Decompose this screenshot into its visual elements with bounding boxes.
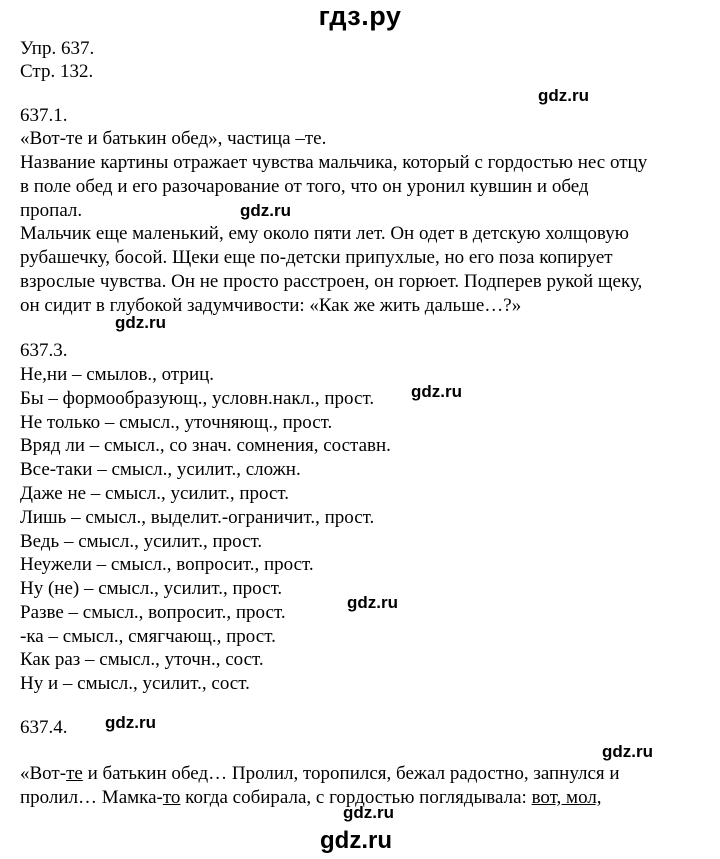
watermark: gdz.ru	[347, 593, 398, 612]
text-line: пропал.	[20, 200, 83, 221]
site-title: гдз.ру	[318, 1, 402, 31]
watermark: gdz.ru	[602, 742, 653, 761]
underlined-particle: те	[66, 763, 83, 784]
particle-line: Ну и – смысл., усилит., сост.	[20, 673, 250, 694]
watermark: gdz.ru	[240, 201, 291, 220]
particle-line: Лишь – смысл., выделит.-ограничит., прост.	[20, 507, 375, 528]
section-number: 637.4.	[20, 717, 68, 738]
exercise-number: Упр. 637.	[20, 38, 95, 59]
underlined-phrase: вот, мол,	[531, 787, 602, 808]
text-fragment: «Вот-	[20, 763, 67, 784]
text-line: «Вот-те и батькин обед», частица –те.	[20, 128, 327, 149]
particle-line: Вряд ли – смысл., со знач. сомнения, составн.	[20, 435, 391, 456]
text-line	[20, 762, 620, 785]
particle-line: Ведь – смысл., усилит., прост.	[20, 531, 263, 552]
page-number: Стр. 132.	[20, 61, 94, 82]
text-line: Название картины отражает чувства мальчика, который с гордостью нес отцу	[20, 152, 648, 173]
particle-line: Ну (не) – смысл., усилит., прост.	[20, 578, 283, 599]
particle-line: Не,ни – смылов., отриц.	[20, 364, 215, 385]
text-line: он сидит в глубокой задумчивости: «Как же жить дальше…?»	[20, 295, 522, 316]
particle-line: Бы – формообразующ., условн.накл., прост.	[20, 388, 375, 409]
particle-line: Разве – смысл., вопросит., прост.	[20, 602, 286, 623]
watermark: gdz.ru	[320, 827, 392, 854]
text-line: в поле обед и его разочарование от того, что он уронил кувшин и обед	[20, 176, 589, 197]
text-line: взрослые чувства. Он не просто расстроен, он горюет. Подперев рукой щеку,	[20, 271, 643, 292]
watermark: gdz.ru	[411, 382, 462, 401]
underlined-particle: то	[162, 787, 181, 808]
particle-line: Все-таки – смысл., усилит., сложн.	[20, 459, 301, 480]
section-number: 637.1.	[20, 105, 68, 126]
watermark: gdz.ru	[115, 313, 166, 332]
watermark: gdz.ru	[343, 803, 394, 822]
text-fragment: пролил… Мамка-	[20, 787, 163, 808]
particle-line: Неужели – смысл., вопросит., прост.	[20, 554, 314, 575]
particle-line: Как раз – смысл., уточн., сост.	[20, 649, 264, 670]
text-line: Мальчик еще маленький, ему около пяти лет. Он одет в детскую холщовую	[20, 223, 629, 244]
text-fragment: когда собирала, с гордостью поглядывала:	[180, 787, 532, 808]
watermark: gdz.ru	[105, 713, 156, 732]
particle-line: -ка – смысл., смягчающ., прост.	[20, 626, 276, 647]
text-fragment: и батькин обед… Пролил, торопился, бежал радостно, запнулся и	[82, 763, 620, 784]
text-line: рубашечку, босой. Щеки еще по-детски припухлые, но его поза копирует	[20, 247, 613, 268]
watermark: gdz.ru	[538, 86, 589, 105]
section-number: 637.3.	[20, 340, 68, 361]
text-line	[20, 786, 602, 809]
particle-line: Даже не – смысл., усилит., прост.	[20, 483, 290, 504]
particle-line: Не только – смысл., уточняющ., прост.	[20, 412, 333, 433]
